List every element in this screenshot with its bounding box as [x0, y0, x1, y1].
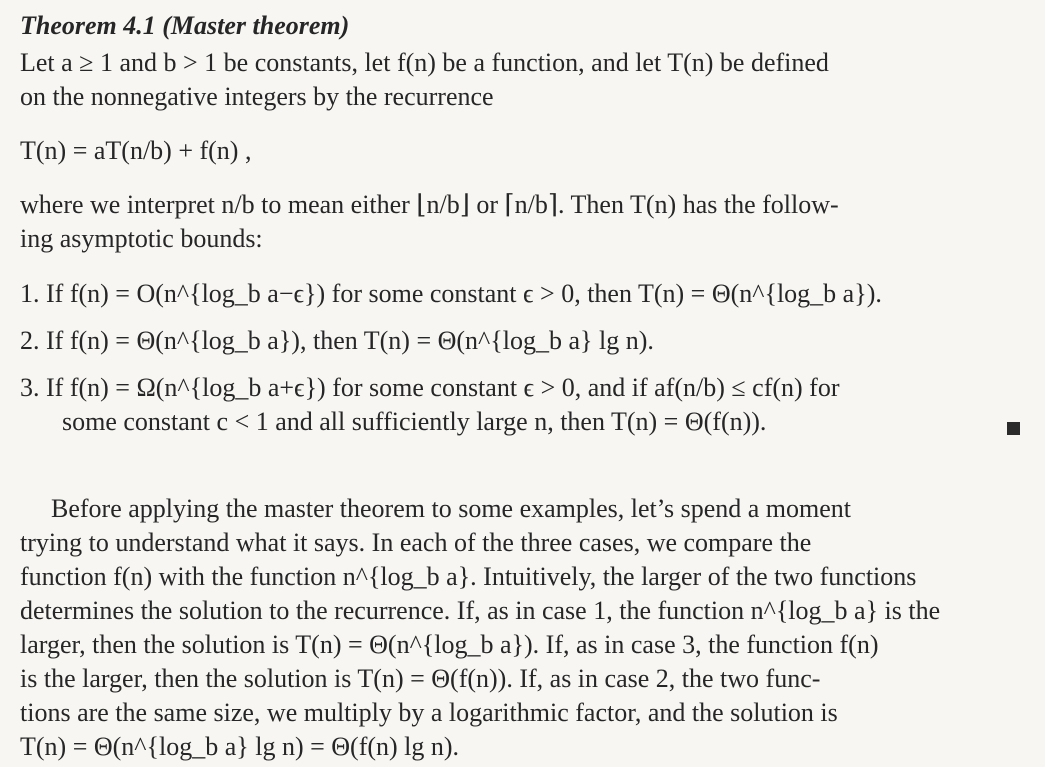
theorem-statement-line-2: on the nonnegative integers by the recurrence	[20, 82, 494, 111]
paragraph-line-8: T(n) = Θ(n^{log_b a} lg n) = Θ(f(n) lg n).	[20, 732, 460, 761]
interpretation-line-2: ing asymptotic bounds:	[20, 224, 263, 253]
theorem-title: Theorem 4.1 (Master theorem)	[20, 11, 350, 40]
theorem-statement-line-1: Let a ≥ 1 and b > 1 be constants, let f(n) be a function, and let T(n) be defined	[20, 48, 829, 77]
paragraph-line-2: trying to understand what it says. In each of the three cases, we compare the	[20, 528, 812, 557]
case-2: 2. If f(n) = Θ(n^{log_b a}), then T(n) = Θ(n^{log_b a} lg n).	[20, 326, 654, 355]
case-1: 1. If f(n) = O(n^{log_b a−ϵ}) for some constant ϵ > 0, then T(n) = Θ(n^{log_b a}).	[20, 279, 882, 308]
paragraph-line-1: Before applying the master theorem to some examples, let’s spend a moment	[51, 494, 852, 523]
paragraph-line-3: function f(n) with the function n^{log_b a}. Intuitively, the larger of the two functions	[20, 562, 917, 591]
case-3-line-2: some constant c < 1 and all sufficiently large n, then T(n) = Θ(f(n)).	[62, 407, 767, 436]
qed-square-icon	[1007, 422, 1020, 435]
paragraph-line-7: tions are the same size, we multiply by a logarithmic factor, and the solution is	[20, 698, 838, 727]
recurrence-equation: T(n) = aT(n/b) + f(n) ,	[20, 136, 252, 165]
paragraph-line-5: larger, then the solution is T(n) = Θ(n^{log_b a}). If, as in case 3, the function f(n)	[20, 630, 879, 659]
interpretation-line-1: where we interpret n/b to mean either ⌊n/b⌋ or ⌈n/b⌉. Then T(n) has the follow-	[20, 190, 839, 219]
paragraph-line-6: is the larger, then the solution is T(n) = Θ(f(n)). If, as in case 2, the two func-	[20, 664, 821, 693]
case-3-line-1: 3. If f(n) = Ω(n^{log_b a+ϵ}) for some constant ϵ > 0, and if af(n/b) ≤ cf(n) for	[20, 373, 840, 402]
paragraph-line-4: determines the solution to the recurrence. If, as in case 1, the function n^{log_b a} is the	[20, 596, 941, 625]
